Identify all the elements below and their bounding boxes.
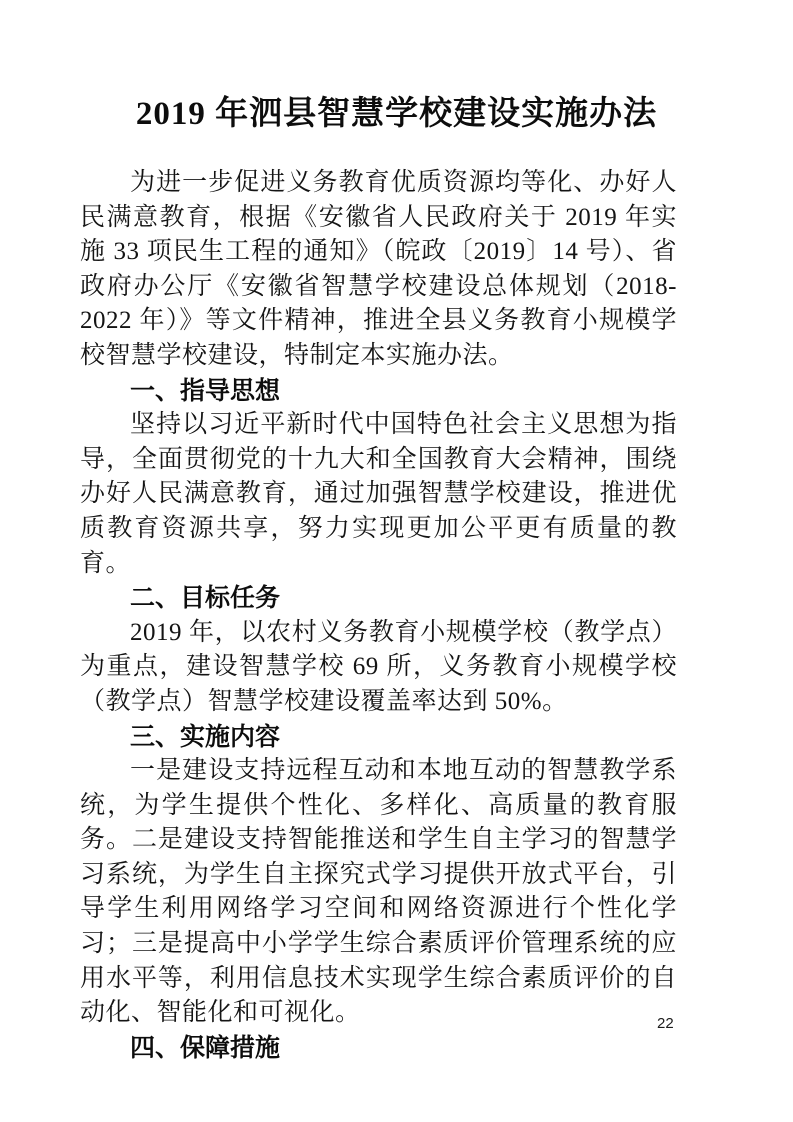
page-number: 22 [657, 1015, 674, 1032]
paragraph-guiding-ideology: 坚持以习近平新时代中国特色社会主义思想为指导，全面贯彻党的十九大和全国教育大会精神，围绕办好人民满意教育，通过加强智慧学校建设，推进优质教育资源共享，努力实现更加公平更有质量的教育。 [80, 411, 677, 577]
heading-implementation-content: 三、实施内容 [130, 722, 281, 751]
heading-guiding-ideology: 一、指导思想 [130, 376, 281, 405]
document-title: 2019 年泗县智慧学校建设实施办法 [135, 96, 658, 132]
document-body [80, 166, 677, 1065]
paragraph-intro: 为进一步促进义务教育优质资源均等化、办好人民满意教育，根据《安徽省人民政府关于 2019 年实施 33 项民生工程的通知》（皖政〔2019〕14 号）、省政府办公厅《安徽省智慧学校建设总体规划（2018-2022 年）》等文件精神，推进全县义务教育小规模学校智慧学校建设，特制定本实施办法。 [80, 169, 677, 369]
heading-safeguard-measures: 四、保障措施 [130, 1033, 281, 1062]
paragraph-target-tasks: 2019 年，以农村义务教育小规模学校（教学点）为重点，建设智慧学校 69 所，义务教育小规模学校（教学点）智慧学校建设覆盖率达到 50%。 [80, 618, 677, 715]
heading-target-tasks: 二、目标任务 [130, 584, 281, 613]
paragraph-implementation-content: 一是建设支持远程互动和本地互动的智慧教学系统，为学生提供个性化、多样化、高质量的教育服务。二是建设支持智能推送和学生自主学习的智慧学习系统，为学生自主探究式学习提供开放式平台，引导学生利用网络学习空间和网络资源进行个性化学习；三是提高中小学学生综合素质评价管理系统的应用水平等，利用信息技术实现学生综合素质评价的自动化、智能化和可视化。 [80, 757, 677, 1027]
